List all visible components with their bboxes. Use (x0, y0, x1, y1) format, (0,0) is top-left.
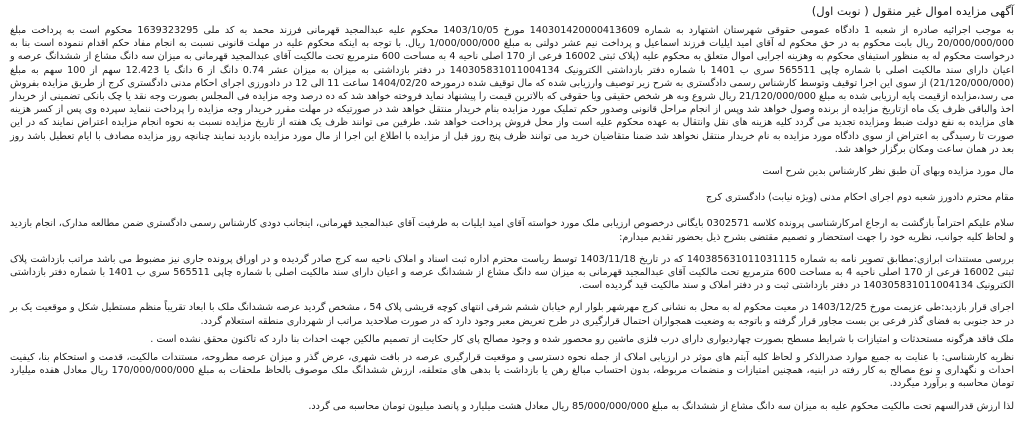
final-value-paragraph: لذا ارزش قدرالسهم تحت مالکیت محکوم علیه به میزان سه دانگ مشاع از ششدانگ به مبلغ 85/000/000/000 ریال معادل هشت میلیارد و پانصد میلیون تومان محاسبه می گردد. (308, 400, 1014, 412)
notice-intro-paragraph: به موجب اجرائیه صادره از شعبه 1 دادگاه عمومی حقوقی شهرستان اشتهارد به شماره 140301420000413609 مورخ 1403/10/05 محکوم علیه عبدالمجید قهرمانی فرزند محمد به کد ملی 1639323295 محکوم است به پرداخت مبلغ 20/000/000/000 ریال بابت محکوم به در حق محکوم له آقای امید ایلیات فرزند اسماعیل و پرداخت نیم عشر دولتی به مبلغ 1/000/000/000 ریال. با توجه به اینکه محکوم علیه در مهلت قانونی نسبت به انجام مفاد حکم اقدام ننموده است بنا به درخواست محکوم له به منظور استیفای محکوم به وهزینه اجرایی اموال متعلق به محکوم علیه (پلاک ثبتی 16002 فرعی از 170 اصلی ناحیه 4 به مساحت 600 مترمربع تحت مالکیت آقای عبدالمجید قهرمانی به میزان سه دانگ مشاع از ششدانگ عرصه و اعیان دارای سند مالکیت اصلی با شماره چاپی 565511 سری ب 1401 با شماره دفتر بازداشتی الکترونیک 140305831011004134 در دفتر بازداشتی به میزان به میزان عشر 0.74 دانگ از 6 دانگ یا 12.423 سهم از 100 سهم به مبلغ (21/120/000/000) از سوی این اجرا توقیف وتوسط کارشناس رسمی دادگستری به شرح زیر توصیف وارزیابی شده که مال توقیف شده درمورخه 1404/02/20 ساعت 11 الی 12 در دادورزی اجرای احکام مدنی دادگستری کرج از طریق مزایده بفروش می رسد،مزایده ازقیمت پایه ارزیابی شده به مبلغ 21/120/000/000 ریال شروع وبه هر شخص حقیقی ویا حقوقی که بالاترین قیمت را پیشنهاد نماید فروخته خواهد شد که ده درصد وجه مزایده فی المجلس بصورت وجه نقد یا چک بانکی تضمینی از خریدار اخذ والباقی ظرف یک ماه ازتاریخ مزایده از برنده وصول خواهد شد وپس از انجام مراحل قانونی وصدور حکم تملیک مورد مزایده بنام خریدار منتقل خواهد شد در صورتیکه در مهلت مقرر خریدار وجه مزایده را پرداخت ننماید سپرده وی پس از کسر هزینه های مزایده به نفع دولت ضبط ومزایده تجدید می گردد کلیه هزینه های نقل وانتقال به عهده محکوم علیه است واز محل فروش پرداخت خواهد شد. طرفین می توانند ظرف یک هفته از تاریخ مزایده نسبت به نحوه انجام مزایده اعتراض نمایند که در این صورت تا رسیدگی به اعتراض از سوی دادگاه مورد مزایده به نام خریدار منتقل نخواهد شد ضمنا متقاضیان خرید می توانند ظرف پنج روز قبل از مزایده با اطلاع این اجرا از مال مورد مزایده بازدید نمایند چنانچه روز مزایده مصادف با ایام تعطیل باشد روز بعد در همان ساعت ومکان برگزار خواهد شد. (10, 25, 1015, 155)
salutation-line: مقام محترم دادورز شعبه دوم اجرای احکام مدنی (ویژه نیابت) دادگستری کرج (706, 192, 1014, 204)
description-line: مال مورد مزایده وبهای آن طبق نظر کارشناس بدین شرح است (762, 166, 1014, 178)
documents-review-paragraph: بررسی مستندات ابرازی:مطابق تصویر نامه به شماره 140385631011031115 که در تاریخ 1403/11/18 توسط ریاست محترم اداره ثبت اسناد و املاک ناحیه سه کرج صادر گردیده و در اوراق پرونده جاری نیز مضبوط می باشد مراتب بازداشت پلاک ثبتی 16002 فرعی از 170 اصلی ناحیه 4 به مساحت 600 مترمربع تحت مالکیت آقای عبدالمجید قهرمانی به میزان سه دانگ مشاع از ششدانگ عرصه و اعیان دارای سند مالکیت اصلی با شماره چاپی 565511 سری ب 1401 با شماره دفتر بازداشتی الکترونیک 140305831011004134 در دفتر بازداشتی ثبت و در دفتر املاک و سند مالکیت قید گردیده است. (10, 253, 1014, 292)
expert-intro-paragraph: سلام علیکم احتراماً بازگشت به ارجاع امرکارشناسی پرونده کلاسه 0302571 بایگانی درخصوص ارزیابی ملک مورد خواسته آقای امید ایلیات به طرفیت آقای عبدالمجید قهرمانی، اینجانب دودی کارشناس رسمی دادگستری ضمن مطالعه مدارک، انجام بازدید و لحاظ کلیه جوانب، نظریه خود را جهت استحضار و تصمیم مقتضی بشرح ذیل بحضور تقدیم میدارم: (10, 218, 1014, 243)
valuation-paragraph: نظریه کارشناسی: با عنایت به جمیع موارد صدرالذکر و لحاظ کلیه آیتم های موثر در ارزیابی املاک از جمله نحوه دسترسی و موقعیت قرارگیری عرصه در بافت شهری، عرض گذر و میزان عرصه مطروحه، مستندات مالکیت، قدمت و استحکام بنا، کیفیت احداث و نگهداری و نوع مصالح به کار رفته در ابنیه، همچنین امتیازات و منضمات مربوطه، بدون احتساب مبالغ رهن یا بازداشت یا بدهی های متعلقه، ارزش ششدانگ ملک موصوف بالحاظ ملحقات به مبلغ 170/000/000/000 ریال معادل هفده میلیارد تومان محاسبه و برآورد میگردد. (10, 352, 1014, 390)
notice-title: آگهی مزایده اموال غیر منقول ( نوبت اول) (811, 4, 1014, 18)
site-visit-paragraph: اجرای قرار بازدید:طی عزیمت مورخ 1403/12/25 در معیت محکوم له به محل به نشانی کرج مهرشهر بلوار ارم خیابان ششم شرقی انتهای کوچه قریشی پلاک 54 ، مشخص گردید عرصه ششدانگ ملک با ابعاد تقریباً منظم مستطیل شکل و موقعیت یک بر در حد جنوبی به فضای گذر فرعی بن بست مجاور قرار گرفته و باتوجه به وضعیت همجواران احتمال قرارگیری در طرح تعریض معبر وجود دارد که در صورت صلاحدید مراتب از شهرداری منطقه استعلام گردد. (10, 302, 1014, 327)
ownership-note-paragraph: ملک فاقد هرگونه مستحدثات و امتیازات با شرایط مسطح بصورت چهاردیواری دارای درب فلزی ماشین رو محصور شده و وجود مصالح پای کار حکایت از تصمیم مالکین جهت احداث بنا دارد که تاکنون محقق نشده است . (150, 333, 1014, 345)
